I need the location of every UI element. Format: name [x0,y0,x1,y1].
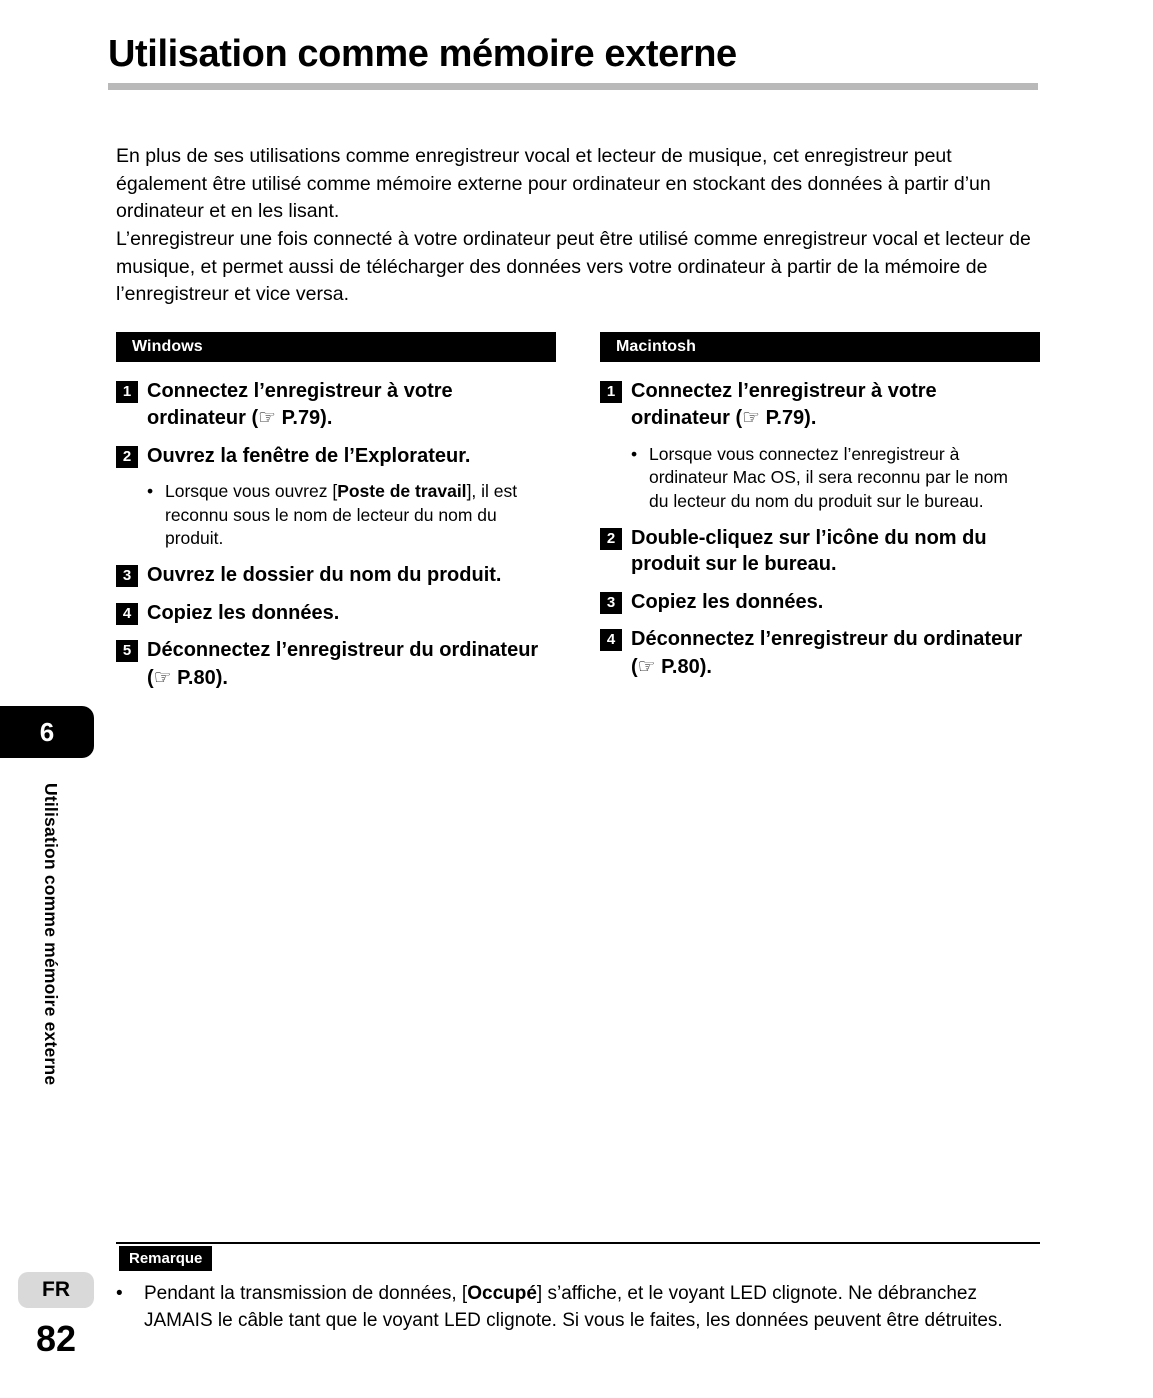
step-text-ref: P.79). [276,407,333,430]
step-item [116,378,556,432]
title-divider [108,83,1038,90]
language-badge: FR [18,1272,94,1308]
step-number: 1 [116,381,138,403]
bullet-item [147,480,556,550]
pointing-hand-icon: ☞ [258,405,277,430]
note-text [144,1281,1034,1334]
bullet-item [631,443,1040,513]
step-item [116,600,556,626]
note-body [116,1281,1040,1334]
step-item [600,589,1040,615]
step-item [116,637,556,691]
page-number: 82 [35,1318,77,1359]
column-heading-windows: Windows [116,332,556,362]
step-text-ref: P.79). [760,407,817,430]
instructions-columns [116,332,1040,702]
step-number: 3 [116,565,138,587]
bullet-dot: • [631,443,638,464]
step-item [116,443,556,469]
step-number: 4 [116,603,138,625]
step-text: Copiez les données. [631,590,824,613]
steps-list-macintosh [600,378,1040,680]
note-text-strong: Occupé [467,1283,537,1304]
page-title: Utilisation comme mémoire externe [108,33,737,75]
pointing-hand-icon: ☞ [742,405,761,430]
bullet-text: Lorsque vous connectez l’enregistreur à ordinateur Mac OS, il sera reconnu par le nom du lecteur du nom du produit sur le bureau. [649,443,1008,511]
note-text-after: ] s’affiche, et le voyant LED clignote. Ne débranchez JAMAIS le câble tant que le voyant LED clignote. Si vous le faites, les données peuvent être détruites. [144,1283,1003,1331]
step-number: 2 [116,446,138,468]
step-bullets [631,443,1040,513]
step-text [147,637,547,691]
step-text-main: Connectez l’enregistreur à votre ordinateur ( [147,380,453,430]
step-item [600,525,1040,578]
step-text [147,378,547,432]
bullet-dot: • [147,481,154,502]
bullet-text [165,480,545,550]
step-text: Copiez les données. [147,601,340,624]
step-text-main: Déconnectez l’enregistreur du ordinateur ( [631,628,1023,678]
bullet-text-strong: Poste de travail [337,481,467,502]
column-windows [116,332,556,702]
step-text-ref: P.80). [655,655,712,678]
step-text: Double-cliquez sur l’icône du nom du produit sur le bureau. [631,527,987,576]
note-divider [116,1242,1040,1244]
step-item [600,378,1040,432]
step-text-main: Déconnectez l’enregistreur du ordinateur ( [147,639,539,689]
step-text-main: Connectez l’enregistreur à votre ordinateur ( [631,380,937,430]
note-bullet-dot: • [116,1283,123,1304]
step-number: 4 [600,629,622,651]
step-number: 2 [600,528,622,550]
intro-paragraph-2: L’enregistreur une fois connecté à votre ordinateur peut être utilisé comme enregistreur vocal et lecteur de musique, et permet aussi de télécharger des données vers votre ordinateur à partir de la mémoire de l’enregistreur et vice versa. [116,228,1031,306]
steps-list-windows [116,378,556,691]
intro-paragraph-1: En plus de ses utilisations comme enregistreur vocal et lecteur de musique, cet enregistreur peut également être utilisé comme mémoire externe pour ordinateur en stockant des données à partir d’un ordinateur et en les lisant. [116,145,991,223]
step-number: 1 [600,381,622,403]
bullet-text-after: ], il est reconnu sous le nom de lecteur du nom du produit. [165,481,518,549]
note-label: Remarque [119,1246,212,1271]
column-heading-macintosh: Macintosh [600,332,1040,362]
page-header [108,34,1038,90]
chapter-number-tab: 6 [0,706,94,758]
step-number: 3 [600,592,622,614]
step-number: 5 [116,640,138,662]
note-text-before: Pendant la transmission de données, [ [144,1283,468,1304]
step-item [116,562,556,588]
column-macintosh [600,332,1040,702]
step-text: Ouvrez la fenêtre de l’Explorateur. [147,444,471,467]
bullet-text-before: Lorsque vous ouvrez [ [165,481,338,502]
step-bullets [147,480,556,550]
intro-section [116,143,1031,309]
pointing-hand-icon: ☞ [637,653,656,678]
step-text: Ouvrez le dossier du nom du produit. [147,564,502,587]
step-text [631,626,1031,680]
step-text [631,378,1031,432]
step-item [600,626,1040,680]
step-text-ref: P.80). [171,666,228,689]
chapter-side-title: Utilisation comme mémoire externe [41,783,61,1086]
pointing-hand-icon: ☞ [153,664,172,689]
